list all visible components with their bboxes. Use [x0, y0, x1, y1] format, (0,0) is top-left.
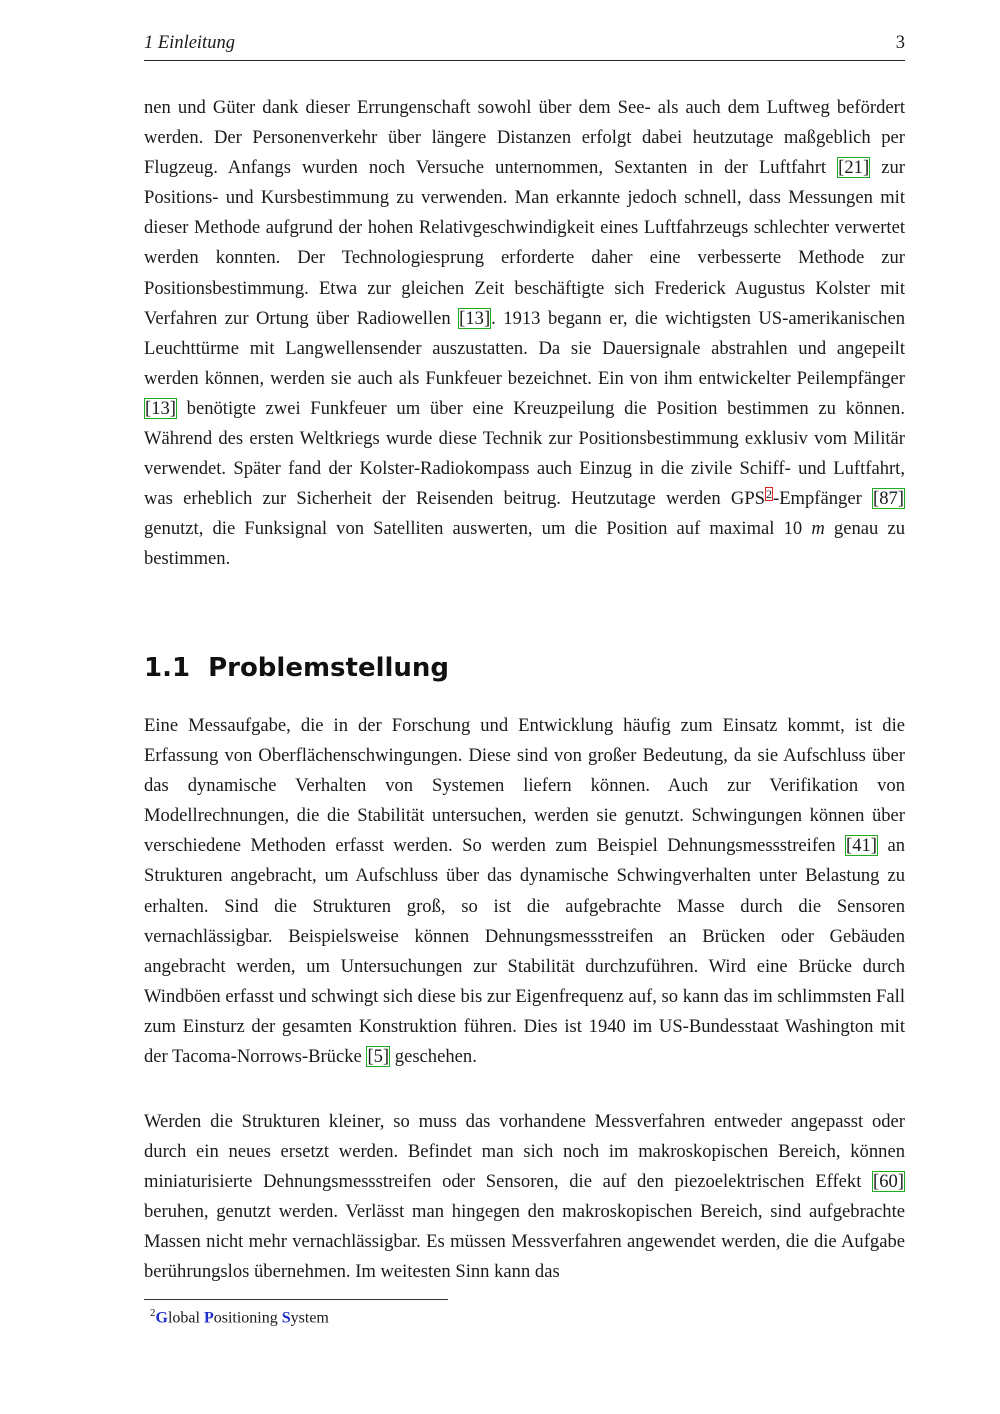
footnote-divider	[144, 1299, 448, 1300]
citation-link[interactable]: [41]	[846, 835, 877, 857]
running-header	[144, 30, 905, 61]
text-run: beruhen, genutzt werden. Verlässt man hingegen den makroskopischen Bereich, sind aufgebrachte Massen nicht mehr vernachlässigbar. Es müssen Messverfahren angewendet werden, die die Aufgabe berührungslos übernehmen. Im weitesten Sinn kann das	[144, 1201, 905, 1283]
footnote-ref-link[interactable]: 2	[766, 487, 772, 502]
text-run: Werden die Strukturen kleiner, so muss das vorhandene Messverfahren entweder angepasst oder durch ein neues ersetzt werden. Befindet man sich noch im makroskopischen Bereich, können miniaturisierte Dehnungsmessstreifen oder Sensoren, die auf den piezoelektrischen Effekt	[144, 1111, 905, 1193]
text-run: nen und Güter dank dieser Errungenschaft sowohl über dem See- als auch dem Luftweg befördert werden. Der Personenverkehr über längere Distanzen erfolgt dabei heutzutage maßgeblich per Flugzeug. Anfangs wurden noch Versuche unternommen, Sextanten in der Luftfahrt	[144, 97, 905, 179]
citation-link[interactable]: [5]	[367, 1046, 390, 1068]
paragraph-problem	[144, 711, 905, 1072]
text-run: ystem	[290, 1309, 329, 1327]
footnote	[150, 1302, 329, 1329]
paragraph-intro	[144, 93, 905, 575]
citation-link[interactable]: [21]	[838, 157, 870, 179]
paragraph-structures	[144, 1107, 905, 1288]
citation-link[interactable]: [60]	[873, 1171, 904, 1193]
citation-link[interactable]: [13]	[145, 397, 176, 419]
section-number: 1.1	[144, 653, 191, 683]
unit-symbol: m	[811, 518, 825, 540]
text-run: geschehen.	[390, 1046, 477, 1068]
chapter-title: 1 Einleitung	[144, 33, 235, 53]
abbr-letter: P	[203, 1309, 214, 1327]
page-number: 3	[895, 33, 905, 53]
section-title: Problemstellung	[208, 653, 450, 683]
text-run: ositioning	[213, 1309, 282, 1327]
text-run: zur Positions- und Kursbestimmung zu verwenden. Man erkannte jedoch schnell, dass Messungen mit dieser Methode aufgrund der hohen Relativgeschwindigkeit eines Luftfahrzeugs schlechter verwertet werden konnten. Der Technologiesprung erforderte daher eine verbesserte Methode zur Positionsbestimmung. Etwa zur gleichen Zeit beschäftigte sich Frederick Augustus Kolster mit Verfahren zur Ortung über Radiowellen	[144, 157, 905, 329]
text-run: Eine Messaufgabe, die in der Forschung und Entwicklung häufig zum Einsatz kommt, ist die Erfassung von Oberflächenschwingungen. Diese sind von großer Bedeutung, da sie Aufschluss über das dynamische Verhalten von Systemen liefern können. Auch zur Verifikation von Modellrechnungen, die die Stabilität untersuchen, werden sie genutzt. Schwingungen können über verschiedene Methoden erfasst werden. So werden zum Beispiel Dehnungsmessstreifen	[144, 715, 905, 857]
text-run: lobal	[167, 1309, 204, 1327]
citation-link[interactable]: [13]	[459, 307, 491, 329]
text-run: benötigte zwei Funkfeuer um über eine Kreuzpeilung die Position bestimmen zu können. Während des ersten Weltkriegs wurde diese Technik zur Positionsbestimmung exklusiv vom Militär verwendet. Später fand der Kolster-Radiokompass auch Einzug in die zivile Schiff- und Luftfahrt, was erheblich zur Sicherheit der Reisenden beitrug. Heutzutage werden GPS	[144, 397, 905, 510]
footnote-mark: 2	[150, 1307, 156, 1319]
text-run: -Empfänger	[773, 488, 872, 510]
citation-link[interactable]: [87]	[873, 488, 904, 510]
text-run: genau zu bestimmen.	[144, 518, 905, 570]
text-run: an Strukturen angebracht, um Aufschluss über das dynamische Schwingverhalten unter Belastung zu erhalten. Sind die Strukturen groß, so ist die aufgebrachte Masse durch die Sensoren vernachlässigbar. Beispielsweise können Dehnungsmessstreifen an Brücken oder Gebäuden angebracht werden, um Untersuchungen zur Stabilität durchzuführen. Wird eine Brücke durch Windböen erfasst und schwingt sich diese bis zur Eigenfrequenz auf, so kann das im schlimmsten Fall zum Einsturz der gesamten Konstruktion führen. Dies ist 1940 im US-Bundesstaat Washington mit der Tacoma-Norrows-Brücke	[144, 835, 905, 1068]
abbr-letter: G	[155, 1309, 168, 1327]
text-run: genutzt, die Funksignal von Satelliten auswerten, um die Position auf maximal 10	[144, 518, 812, 540]
text-run: . 1913 begann er, die wichtigsten US-amerikanischen Leuchttürme mit Langwellensender auszustatten. Da sie Dauersignale abstrahlen und angepeilt werden können, werden sie auch als Funkfeuer bezeichnet. Ein von ihm entwickelter Peilempfänger	[144, 307, 905, 389]
abbr-letter: S	[281, 1309, 291, 1327]
section-heading	[144, 648, 905, 688]
